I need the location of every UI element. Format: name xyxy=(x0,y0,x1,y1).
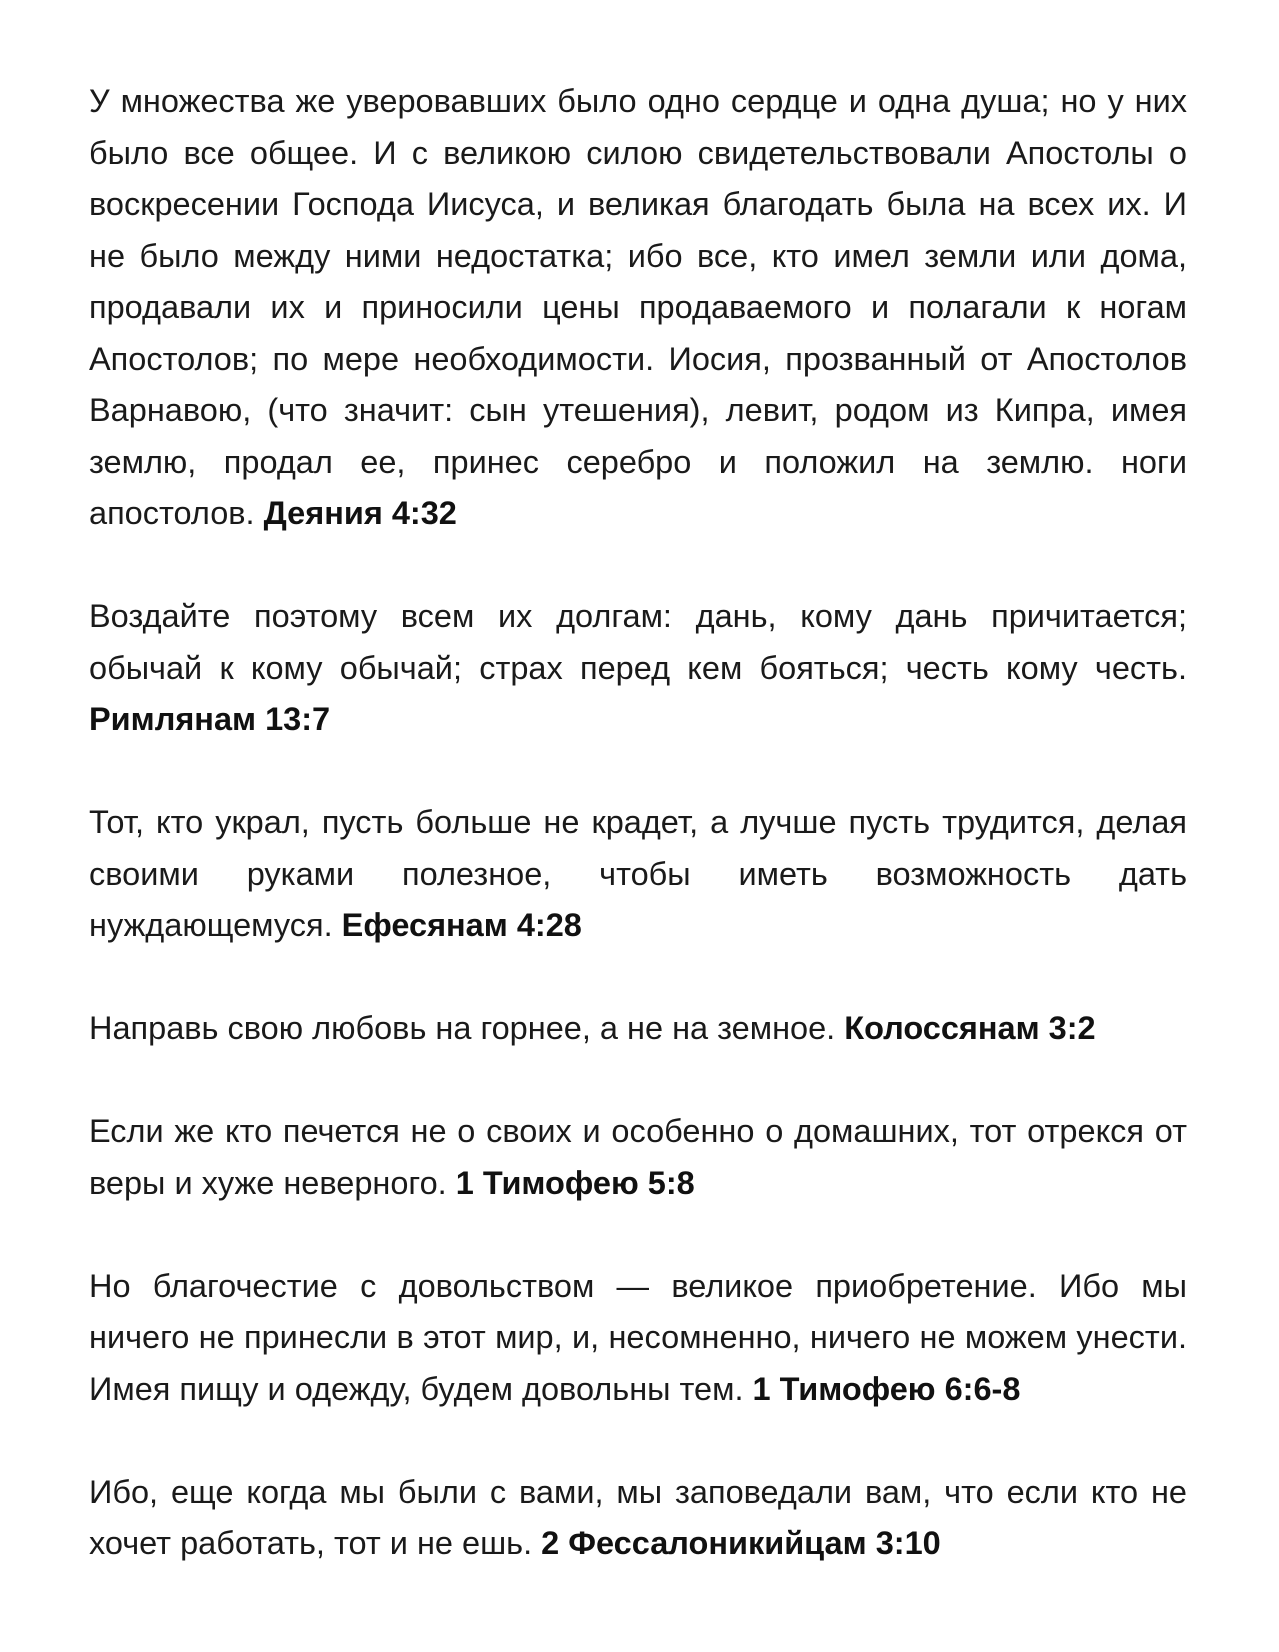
verse-text: Тот, кто украл, пусть больше не крадет, а лучше пусть трудится, делая своими руками полезное, чтобы иметь возможность дать нуждающемуся. xyxy=(89,804,1187,943)
verse-text: Направь свою любовь на горнее, а не на земное. xyxy=(89,1010,836,1046)
verse-paragraph xyxy=(89,1003,1187,1055)
verse-reference: 1 Тимофею 5:8 xyxy=(455,1164,695,1201)
verse-reference: Колоссянам 3:2 xyxy=(844,1010,1096,1046)
verse-reference: 2 Фессалоникийцам 3:10 xyxy=(541,1525,941,1561)
verse-paragraph xyxy=(89,1467,1187,1570)
verse-reference: Римлянам 13:7 xyxy=(89,701,331,737)
document-page xyxy=(89,76,1187,1621)
verse-reference: 1 Тимофею 6:6-8 xyxy=(752,1370,1021,1407)
verse-paragraph xyxy=(89,591,1187,746)
verse-paragraph xyxy=(89,1261,1187,1416)
verse-text: Ибо, еще когда мы были с вами, мы заповедали вам, что если кто не хочет работать, тот и не ешь. xyxy=(89,1473,1187,1561)
verse-paragraph xyxy=(89,1106,1187,1209)
verse-paragraph xyxy=(89,797,1187,952)
verse-text: У множества же уверовавших было одно сердце и одна душа; но у них было все общее. И с великою силою свидетельствовали Апостолы о воскресении Господа Иисуса, и великая благодать была на всех их. И не было между ними недостатка; ибо все, кто имел земли или дома, продавали их и приносили цены продаваемого и полагали к ногам Апостолов; по мере необходимости. Иосия, прозванный от Апостолов Варнавою, (что значит: сын утешения), левит, родом из Кипра, имея землю, продал ее, принес серебро и положил на землю. ноги апостолов. xyxy=(89,83,1187,531)
verse-text: Если же кто печется не о своих и особенно о домашних, тот отрекся от веры и хуже неверного. xyxy=(89,1113,1187,1201)
verse-paragraph xyxy=(89,76,1187,540)
verse-text: Но благочестие с довольством — великое приобретение. Ибо мы ничего не принесли в этот мир, и, несомненно, ничего не можем унести. Имея пищу и одежду, будем довольны тем. xyxy=(89,1267,1187,1407)
verse-text: Воздайте поэтому всем их долгам: дань, кому дань причитается; обычай к кому обычай; страх перед кем бояться; честь кому честь. xyxy=(89,598,1187,686)
verse-reference: Деяния 4:32 xyxy=(263,495,457,531)
verse-reference: Ефесянам 4:28 xyxy=(341,907,582,943)
